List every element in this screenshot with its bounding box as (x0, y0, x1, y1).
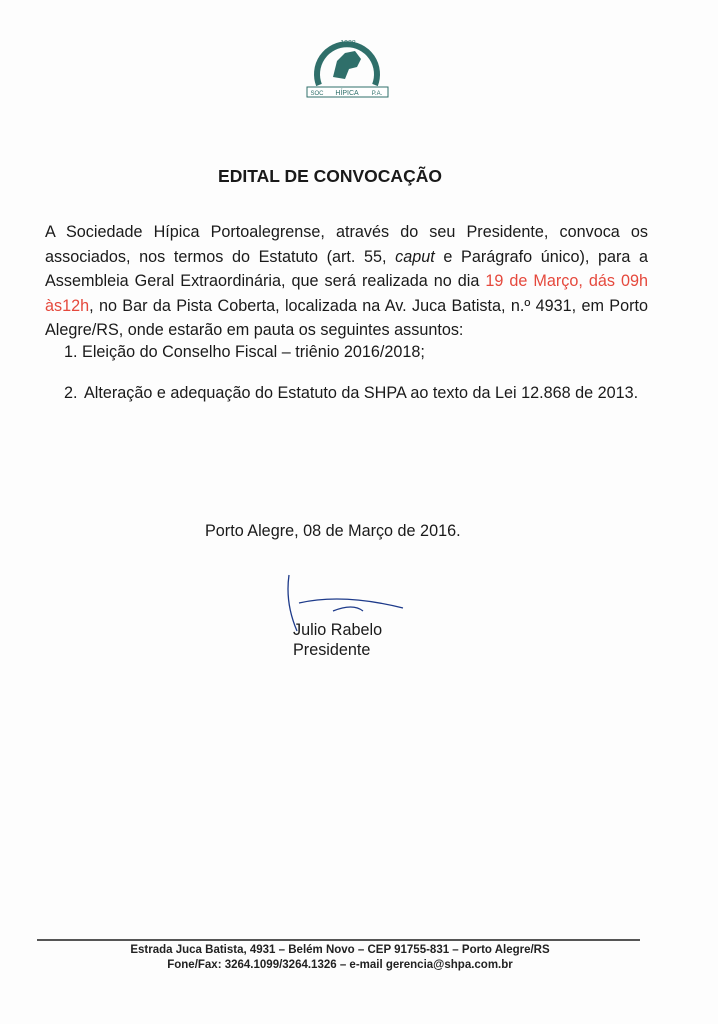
signer-name: Julio Rabelo (293, 621, 383, 639)
body-text: A Sociedade Hípica Portoalegrense, através do seu Presidente, convoca os associados, nos termos do Estatuto (art. 55, (45, 223, 648, 266)
item-number: 1. (64, 343, 78, 361)
body-paragraph (45, 220, 648, 343)
caput-text: caput (395, 247, 435, 266)
logo-text-left: SOC (310, 91, 324, 97)
meeting-date: 19 de Março, dás 09h às12h (45, 272, 648, 315)
item-number: 2. (64, 384, 78, 402)
hipica-logo (305, 33, 390, 99)
agenda-item (64, 342, 425, 362)
document-title: EDITAL DE CONVOCAÇÃO (218, 166, 442, 186)
logo-text-right: P.A. (371, 91, 383, 97)
footer-divider (37, 939, 640, 941)
footer-address: Estrada Juca Batista, 4931 – Belém Novo – CEP 91755-831 – Porto Alegre/RS (130, 944, 550, 956)
signer-role: Presidente (293, 641, 371, 659)
logo-year: 1938 (340, 40, 356, 47)
logo-text-center: HÍPICA (335, 90, 359, 97)
item-text: Eleição do Conselho Fiscal – triênio 2016/2018; (82, 343, 425, 361)
document-date: Porto Alegre, 08 de Março de 2016. (205, 522, 461, 540)
body-text: e Parágrafo único), para a Assembleia Geral Extraordinária, que será realizada no dia (45, 247, 648, 290)
item-text: Alteração e adequação do Estatuto da SHPA ao texto da Lei 12.868 de 2013. (84, 384, 639, 402)
footer-contact: Fone/Fax: 3264.1099/3264.1326 – e-mail gerencia@shpa.com.br (167, 959, 513, 971)
body-text: , no Bar da Pista Coberta, localizada na Av. Juca Batista, n.º 4931, em Porto Alegre/RS, onde estarão em pauta os seguintes assuntos: (45, 296, 648, 339)
agenda-item (64, 383, 646, 403)
